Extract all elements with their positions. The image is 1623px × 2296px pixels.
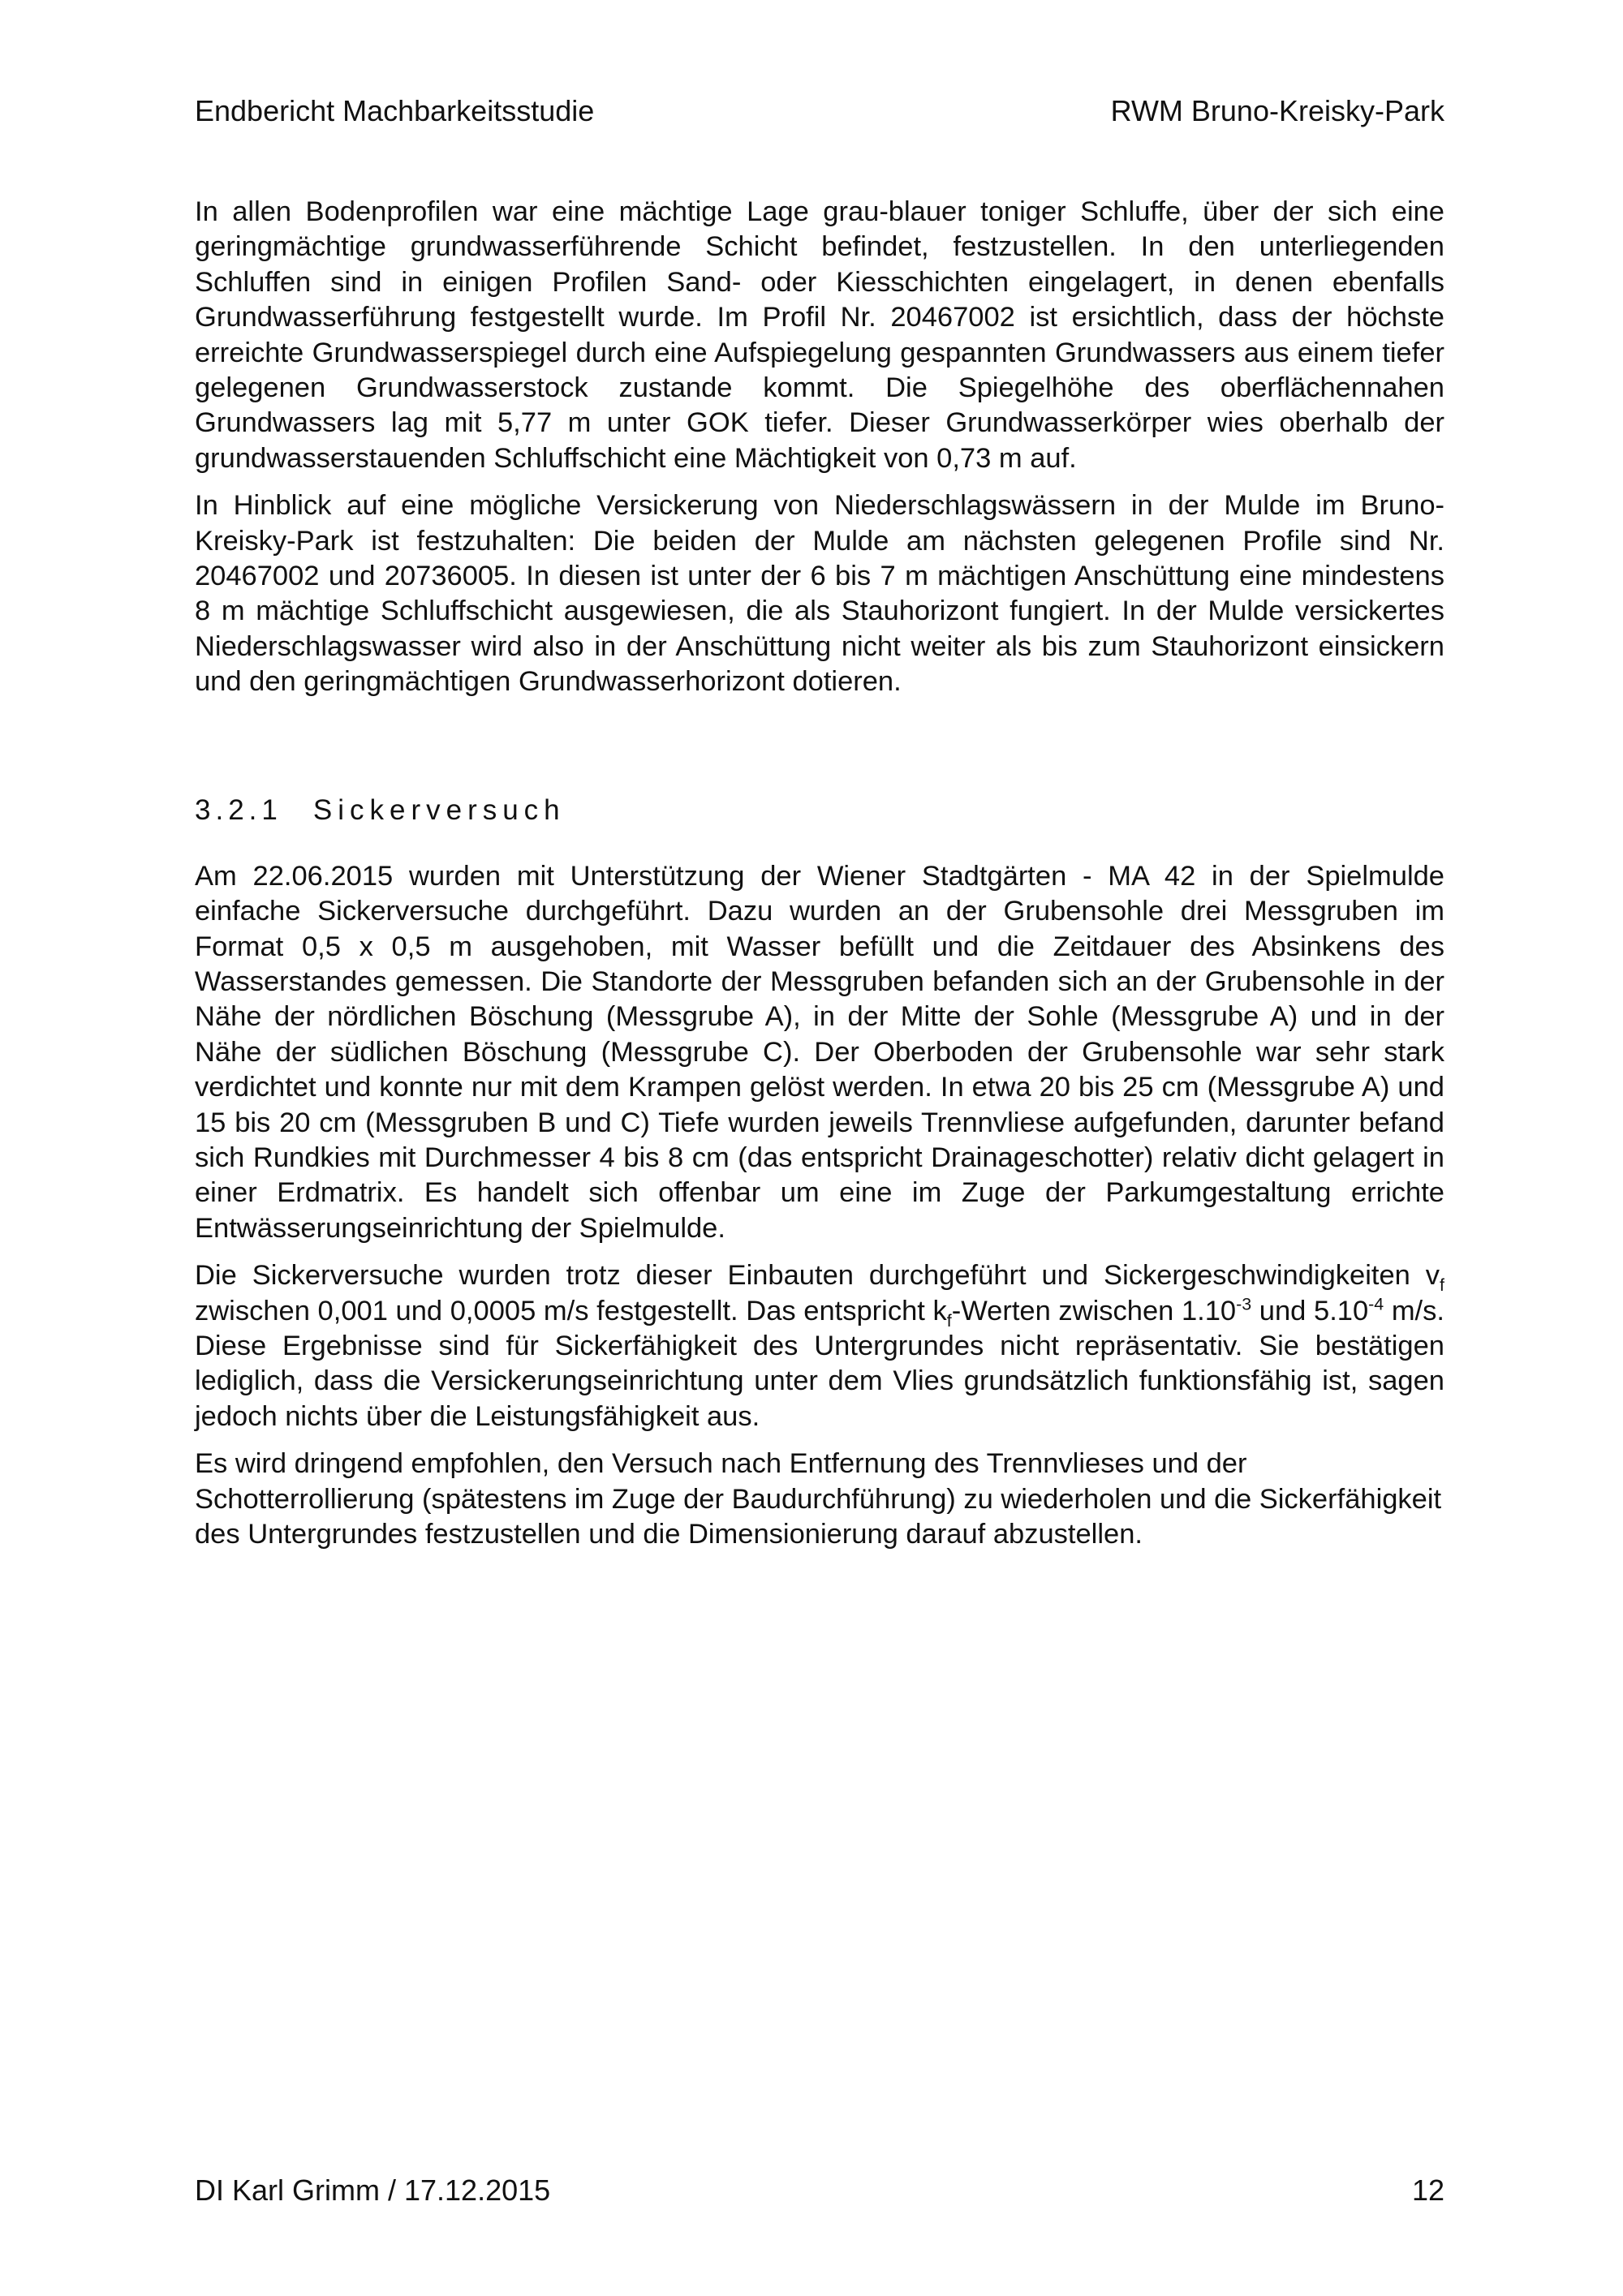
header-document-title: Endbericht Machbarkeitsstudie	[195, 94, 595, 127]
paragraph-versickerung: In Hinblick auf eine mögliche Versickerung von Niederschlagswässern in der Mulde im Bruno-Kreisky-Park ist festzuhalten: Die beiden der Mulde am nächsten gelegenen Profile sind Nr. 20467002 und 20736005. In diesen ist unter der 6 bis 7 m mächtigen Anschüttung eine mindestens 8 m mächtige Schluffschicht ausgewiesen, die als Stauhorizont fungiert. In der Mulde versickertes Niederschlagswasser wird also in der Anschüttung nicht weiter als bis zum Stauhorizont einsickern und den geringmächtigen Grundwasserhorizont dotieren.	[195, 490, 1444, 698]
ergebnisse-text-5: m/s. Diese Ergebnisse sind für Sickerfähigkeit des Untergrundes nicht repräsentativ. Sie bestätigen lediglich, dass die Versickerungseinrichtung unter dem Vlies grundsätzlich funktionsfähig ist, sagen jedoch nichts über die Leistungsfähigkeit aus.	[195, 1295, 1444, 1432]
paragraph-sickerversuch: Am 22.06.2015 wurden mit Unterstützung der Wiener Stadtgärten - MA 42 in der Spielmulde einfache Sickerversuche durchgeführt. Dazu wurden an der Grubensohle drei Messgruben im Format 0,5 x 0,5 m ausgehoben, mit Wasser befüllt und die Zeitdauer des Absinkens des Wasserstandes gemessen. Die Standorte der Messgruben befanden sich an der Grubensohle in der Nähe der nördlichen Böschung (Messgrube A), in der Mitte der Sohle (Messgrube A) und in der Nähe der südlichen Böschung (Messgrube C). Der Oberboden der Grubensohle war sehr stark verdichtet und konnte nur mit dem Krampen gelöst werden. In etwa 20 bis 25 cm (Messgrube A) und 15 bis 20 cm (Messgruben B und C) Tiefe wurden jeweils Trennvliese aufgefunden, darunter befand sich Rundkies mit Durchmesser 4 bis 8 cm (das entspricht Drainageschotter) relativ dicht gelagert in einer Erdmatrix. Es handelt sich offenbar um eine im Zuge der Parkumgestaltung errichte Entwässerungseinrichtung der Spielmulde.	[195, 860, 1444, 1244]
page-number: 12	[1411, 2173, 1444, 2207]
subscript-f: f	[1440, 1275, 1444, 1296]
page-footer	[195, 2173, 1444, 2214]
page-header	[195, 94, 1444, 135]
ergebnisse-text-2: zwischen 0,001 und 0,0005 m/s festgestellt. Das entspricht k	[195, 1295, 947, 1326]
superscript-exponent: -3	[1236, 1294, 1252, 1314]
subscript-f: f	[946, 1310, 952, 1331]
paragraph-ergebnisse	[195, 1258, 1444, 1434]
superscript-exponent: -4	[1368, 1294, 1384, 1314]
header-project-name: RWM Bruno-Kreisky-Park	[1110, 94, 1444, 127]
footer-author-date: DI Karl Grimm / 17.12.2015	[195, 2173, 551, 2207]
page-body	[195, 195, 1444, 1552]
section-number: 3.2.1	[195, 793, 282, 826]
ergebnisse-text-4: und 5.10	[1251, 1295, 1369, 1326]
ergebnisse-text-3: -Werten zwischen 1.10	[951, 1295, 1237, 1326]
section-title: Sickerversuch	[312, 793, 566, 826]
paragraph-bodenprofile: In allen Bodenprofilen war eine mächtige Lage grau-blauer toniger Schluffe, über der sich eine geringmächtige grundwasserführende Schicht befindet, festzustellen. In den unterliegenden Schluffen sind in einigen Profilen Sand- oder Kiesschichten eingelagert, in denen ebenfalls Grundwasserführung festgestellt wurde. Im Profil Nr. 20467002 ist ersichtlich, dass der höchste erreichte Grundwasserspiegel durch eine Aufspiegelung gespannten Grundwassers aus einem tiefer gelegenen Grundwasserstock zustande kommt. Die Spiegelhöhe des oberflächennahen Grundwassers lag mit 5,77 m unter GOK tiefer. Dieser Grundwasserkörper wies oberhalb der grundwasserstauenden Schluffschicht eine Mächtigkeit von 0,73 m auf.	[195, 196, 1444, 474]
section-heading	[195, 793, 1444, 828]
ergebnisse-text-1: Die Sickerversuche wurden trotz dieser Einbauten durchgeführt und Sickergeschwindigkeiten v	[195, 1260, 1440, 1292]
paragraph-empfehlung: Es wird dringend empfohlen, den Versuch nach Entfernung des Trennvlieses und der Schotterrollierung (spätestens im Zuge der Baudurchführung) zu wiederholen und die Sickerfähigkeit des Untergrundes festzustellen und die Dimensionierung darauf abzustellen.	[195, 1448, 1442, 1550]
